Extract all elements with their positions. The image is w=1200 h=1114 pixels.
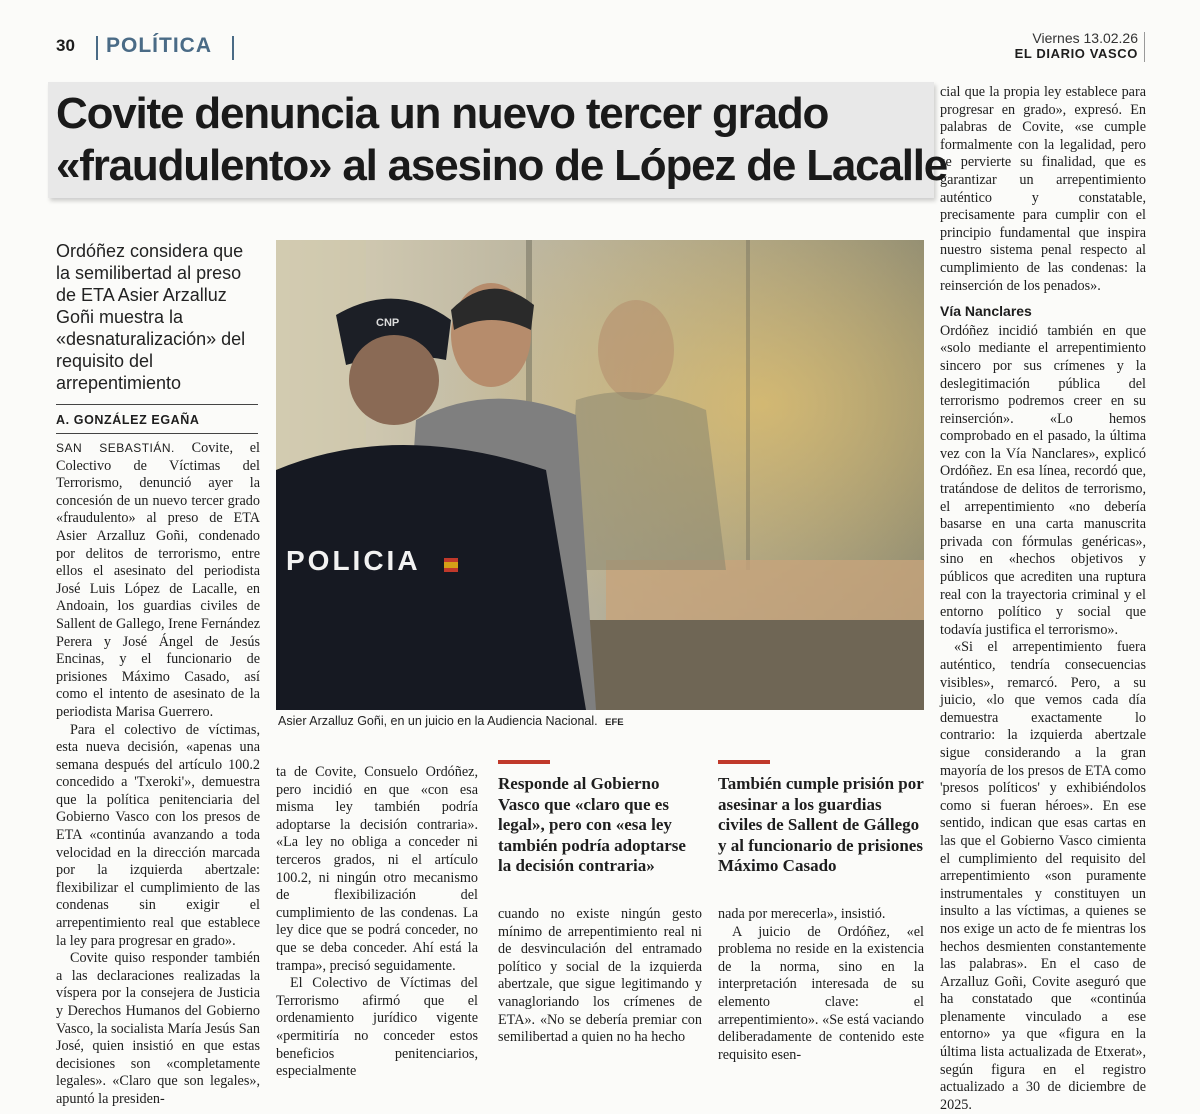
subhead-via-nanclares: Vía Nanclares [940, 303, 1032, 320]
column-5 [940, 84, 1146, 1113]
headline-line-2: «fraudulento» al asesino de López de Lacalle [56, 141, 948, 190]
pullquote-1-rule [498, 760, 550, 764]
byline: A. GONZÁLEZ EGAÑA [56, 413, 200, 427]
photo-caption [278, 714, 624, 728]
court-scene-image [276, 240, 924, 710]
caption-text: Asier Arzalluz Goñi, en un juicio en la Audiencia Nacional. [278, 714, 598, 728]
pullquote-2: También cumple prisión por asesinar a los guardias civiles de Sallent de Gállego y al funcionario de prisiones Máximo Casado [718, 774, 924, 875]
header-divider-left [96, 36, 98, 60]
standfirst: Ordóñez considera que la semilibertad al preso de ETA Asier Arzalluz Goñi muestra la «desnaturalización» del requisito del arrepentimiento [56, 241, 246, 393]
col4-p2: A juicio de Ordóñez, «el problema no reside en la existencia de la norma, sino en la interpretación interesada de su elemento clave: el arrepentimiento». «Se está vaciando deliberadamente de contenido este requisito esen- [718, 923, 924, 1063]
byline-rule [56, 404, 258, 405]
header-divider-right [232, 36, 234, 60]
news-photo [276, 240, 924, 710]
cap-text: CNP [376, 317, 400, 329]
col1-p2: Para el colectivo de víctimas, esta nueva decisión, «apenas una semana después del artículo 100.2 concedido a 'Txeroki'», demuestra que la política penitenciaria del Gobierno Vasco con los presos de ETA «continúa avanzando a toda velocidad en la dirección marcada por la izquierda abertzale: flexibilizar el cumplimiento de las condenas sin exigir el arrepentimiento real que establece la ley para progresar en grado». [56, 721, 260, 949]
headline [56, 88, 948, 192]
header-divider-far-right [1144, 32, 1145, 62]
col5-p1: cial que la propia ley establece para progresar en grado», expresó. En palabras de Covite, «se cumple formalmente con la legalidad, pero se pervierte su finalidad, que es garantizar un arrepentimiento auténtico y constatable, precisamente para cumplir con el principio fundamental que inspira nuestro sistema penal respecto al cumplimiento de las condenas: la reinserción de los penados». [940, 84, 1146, 294]
col4-p1: nada por merecerla», insistió. [718, 906, 886, 922]
section-label: POLÍTICA [106, 34, 212, 57]
page-number: 30 [56, 36, 75, 55]
headline-line-1: Covite denuncia un nuevo tercer grado [56, 89, 829, 138]
column-4 [718, 906, 924, 1063]
col2-p2: El Colectivo de Víctimas del Terrorismo afirmó que el ordenamiento jurídico vigente «permitiría no conceder estos beneficios penitenciarios, especialmente [276, 975, 478, 1080]
col5-p2: Ordóñez incidió también en que «solo mediante el arrepentimiento sincero por sus crímenes y la deslegitimación pública del terrorismo podremos creer en su reinserción». «Lo hemos comprobado en el pasado, la última vez con la Vía Nanclares», explicó Ordóñez. En esa línea, recordó que, tratándose de delitos de terrorismo, el arrepentimiento «no debería basarse en una carta manuscrita privada con fórmulas genéricas», sino en «hechos objetivos y públicos que acrediten una ruptura real con la trayectoria criminal y el entorno político y social que todavía justifica el terrorismo». [940, 322, 1146, 638]
photo-credit: EFE [605, 717, 624, 728]
dateline: SAN SEBASTIÁN. [56, 441, 175, 455]
pullquote-2-rule [718, 760, 770, 764]
col3-p1: cuando no existe ningún gesto mínimo de arrepentimiento real ni de desvinculación del entramado político y social de la izquierda abertzale, que sigue legitimando y vanagloriando los crímenes de ETA». «No se debería premiar con semilibertad a quien no ha hecho [498, 906, 702, 1046]
column-2 [276, 764, 478, 1080]
col1-p3: Covite quiso responder también a las declaraciones realizadas la víspera por la consejera de Justicia y Derechos Humanos del Gobierno Vasco, la socialista María Jesús San José, quien insistió en que estas decisiones son «completamente legales». «Claro que son legales», apuntó la presiden- [56, 950, 260, 1107]
pullquote-1: Responde al Gobierno Vasco que «claro que es legal», pero con «esa ley también podría adoptarse la decisión contraria» [498, 774, 686, 875]
jacket-text: POLICIA [286, 545, 421, 576]
issue-date: Viernes 13.02.26 [1032, 30, 1138, 46]
newspaper-name: EL DIARIO VASCO [1014, 46, 1138, 61]
byline-rule-bottom [56, 433, 258, 434]
column-3 [498, 906, 702, 1054]
col1-p1: Covite, el Colectivo de Víctimas del Terrorismo, denunció ayer la concesión de un nuevo tercer grado «fraudulento» al preso de ETA Asier Arzalluz Goñi, condenado por delitos de terrorismo, entre ellos el asesinato del periodista José Luis López de Lacalle, en Andoain, los guardias civiles de Sallent de Gallego, Irene Fernández Perera y José Ángel de Jesús Encinas, y el funcionario de prisiones Máximo Casado, así como el intento de asesinato de la periodista Marisa Guerrero. [56, 440, 260, 720]
col2-p1: ta de Covite, Consuelo Ordóñez, pero incidió en que «con esa misma ley también podría adoptarse la decisión contraria». «La ley no obliga a conceder ni terceros grados, ni el artículo 100.2, ni ningún otro mecanismo de flexibilización del cumplimiento de las condenas. La ley dice que se podrá conceder, no que se deba conceder. Ahí está la trampa», precisó seguidamente. [276, 764, 478, 974]
column-1 [56, 440, 260, 1107]
col5-p3: «Si el arrepentimiento fuera auténtico, tendría consecuencias visibles», remarcó. Pero, a su juicio, «lo que vemos cada día demuestra exactamente lo contrario: la izquierda abertzale sigue considerando a la gran mayoría de los presos de ETA como 'presos políticos' y exhibiéndolos como si fueran héroes». En ese sentido, indican que esas cartas en las que el Gobierno Vasco cimienta el cumplimiento del requisito del arrepentimiento «son puramente instrumentales y constituyen un insulto a las víctimas, a quienes se nos exige un acto de fe mientras los hechos desmienten constantemente las palabras». En el caso de Arzalluz Goñi, Covite aseguró que ha constatado que «continúa plenamente vinculado a ese entorno» ya que «figura en la última lista actualizada de Etxerat», según figura en el registro actualizado a 30 de diciembre de 2025. [940, 639, 1146, 1113]
